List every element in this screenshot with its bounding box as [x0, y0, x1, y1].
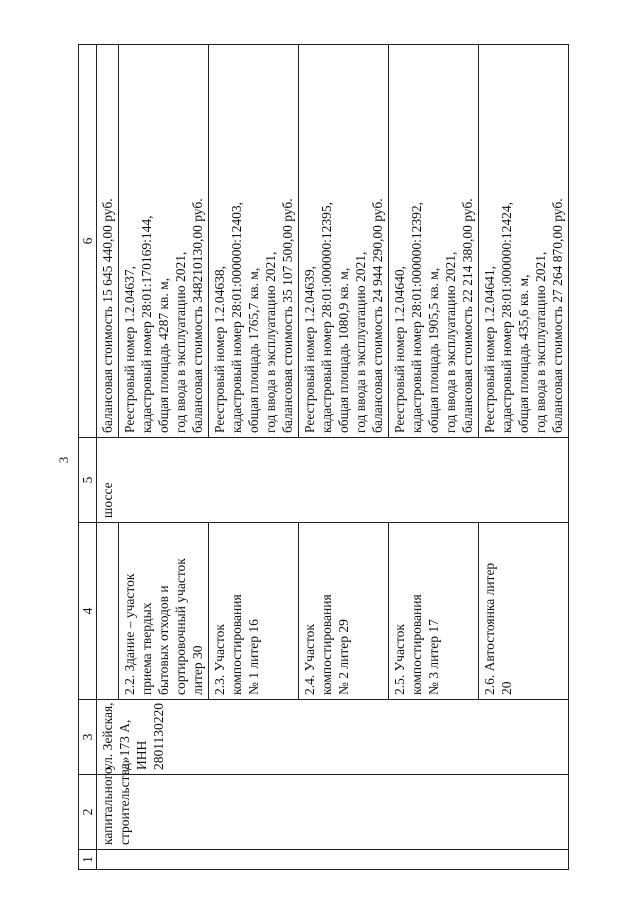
cell-object-name — [479, 523, 569, 700]
details-line: кадастровый номер 28:01:000000:12403, — [229, 201, 244, 433]
details-line: Реестровый номер 1.2.04640, — [392, 265, 407, 433]
details-line: общая площадь 1080,9 кв. м, — [336, 267, 351, 433]
header-col-6: 6 — [79, 45, 97, 438]
cell-organization — [97, 756, 569, 850]
details-line: кадастровый номер 28:01:000000:12395, — [319, 201, 334, 433]
details-line: балансовая стоимость 15 645 440,00 руб. — [100, 198, 115, 433]
details-line: кадастровый номер 28:01:000000:12392, — [409, 201, 424, 433]
details-line: Реестровый номер 1.2.04637, — [122, 265, 137, 433]
object-name-line: 2.4. Участок — [302, 624, 317, 695]
object-name-line: № 1 литер 16 — [246, 619, 261, 695]
cell-address — [97, 700, 569, 775]
address-line: ИНН — [134, 740, 149, 770]
object-name-line: компостирования — [409, 594, 424, 695]
cell-object-name — [209, 523, 299, 700]
address-line: д. 173 А, — [117, 719, 132, 770]
object-name-line: приема твердых — [139, 602, 154, 695]
details-line: балансовая стоимость 22 214 380,00 руб. — [460, 198, 475, 433]
object-name-line: 2.6. Автостоянка литер — [482, 562, 497, 695]
header-row — [79, 45, 97, 870]
details-line: общая площадь 1905,5 кв. м, — [426, 267, 441, 433]
details-line: год ввода в эксплуатацию 2021, — [533, 251, 548, 433]
cell-object-name — [389, 523, 479, 700]
header-col-5: 5 — [79, 438, 97, 523]
details-line: Реестровый номер 1.2.04638, — [212, 265, 227, 433]
details-line: Реестровый номер 1.2.04641, — [482, 265, 497, 433]
details-line: год ввода в эксплуатацию 2021, — [263, 251, 278, 433]
details-line: балансовая стоимость 24 944 290,00 руб. — [370, 198, 385, 433]
object-name-line: № 2 литер 29 — [336, 619, 351, 695]
cell-details — [389, 45, 479, 438]
details-line: год ввода в эксплуатацию 2021, — [173, 251, 188, 433]
header-col-4: 4 — [79, 523, 97, 700]
address-line: 2801130220 — [151, 703, 166, 770]
details-line: год ввода в эксплуатацию 2021, — [353, 251, 368, 433]
rotated-table-container — [78, 45, 565, 870]
page-number: 3 — [56, 456, 71, 464]
object-name-line: сортировочный участок — [173, 558, 188, 695]
header-col-2: 2 — [79, 775, 97, 850]
cell-details — [299, 45, 389, 438]
cell-number — [97, 850, 569, 870]
cell-details — [209, 45, 299, 438]
object-name-line: компостирования — [229, 594, 244, 695]
details-line: балансовая стоимость 348210130,00 руб. — [190, 198, 205, 433]
location-text: шоссе — [100, 482, 115, 518]
cell-details — [119, 45, 209, 438]
cell-object-name — [119, 523, 209, 700]
object-name-line: 2.2. Здание – участок — [122, 573, 137, 695]
details-line: общая площадь 1765,7 кв. м, — [246, 267, 261, 433]
header-col-3: 3 — [79, 700, 97, 775]
header-col-1: 1 — [79, 850, 97, 870]
object-name-line: 2.3. Участок — [212, 624, 227, 695]
object-name-line: литер 30 — [190, 645, 205, 695]
details-line: общая площадь 435,6 кв. м, — [516, 274, 531, 433]
cell-details — [479, 45, 569, 438]
details-line: общая площадь 4287 кв. м, — [156, 277, 171, 433]
cell-details — [97, 45, 119, 438]
object-name-line: компостирования — [319, 594, 334, 695]
cell-object-name — [97, 523, 119, 700]
cell-object-name — [299, 523, 389, 700]
cell-location — [97, 438, 569, 523]
details-line: балансовая стоимость 35 107 500,00 руб. — [280, 198, 295, 433]
object-name-line: № 3 литер 17 — [426, 619, 441, 695]
org-line: капитального — [100, 767, 115, 845]
details-line: кадастровый номер 28:01:170169:144, — [139, 215, 154, 433]
object-name-line: 2.5. Участок — [392, 624, 407, 695]
details-line: год ввода в эксплуатацию 2021, — [443, 251, 458, 433]
object-name-line: 20 — [499, 681, 514, 695]
details-line: кадастровый номер 28:01:000000:12424, — [499, 201, 514, 433]
property-table — [78, 44, 569, 870]
address-line: ул. Зейская, — [100, 702, 115, 770]
details-line: Реестровый номер 1.2.04639, — [302, 265, 317, 433]
details-line: балансовая стоимость 27 264 870,00 руб. — [550, 198, 565, 433]
object-name-line: бытовых отходов и — [156, 585, 171, 695]
org-line: строительства» — [117, 756, 132, 845]
table-row — [97, 45, 119, 870]
